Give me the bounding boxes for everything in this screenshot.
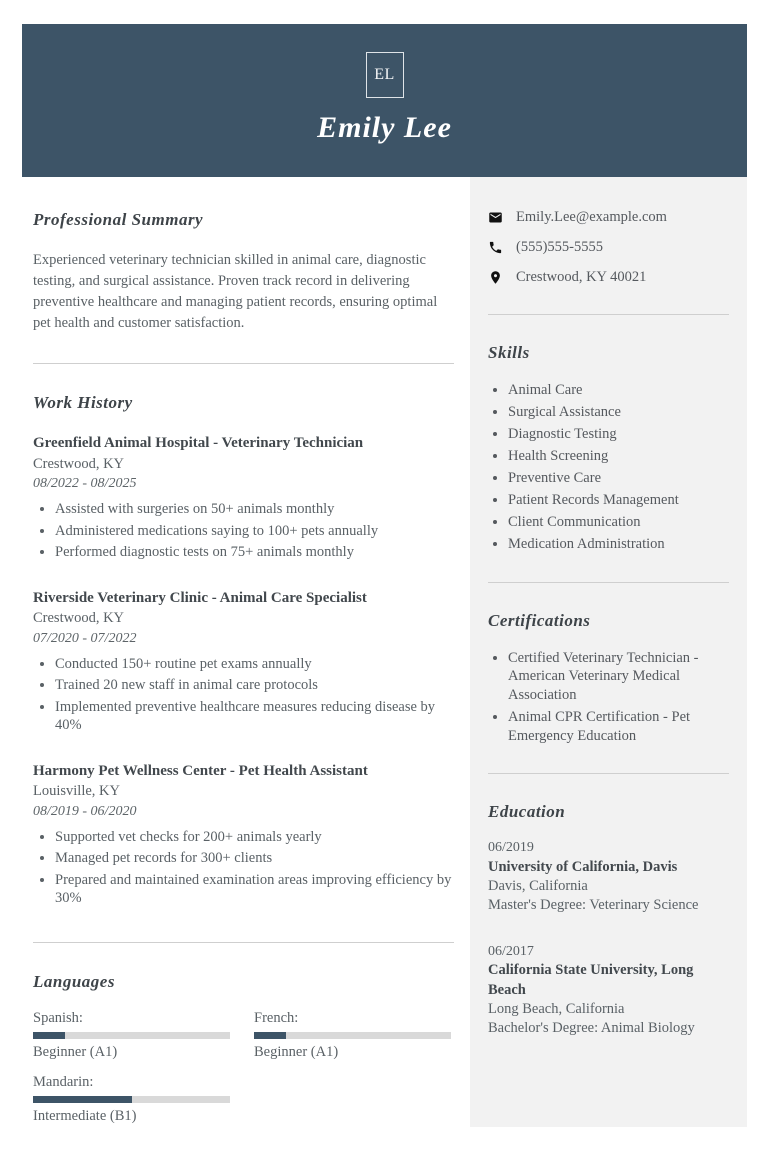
email-icon	[488, 210, 503, 225]
contact-email: Emily.Lee@example.com	[516, 209, 667, 225]
certification-item: • Certified Veterinary Technician - American Veterinary Medical Association	[508, 649, 729, 705]
monogram-initials: EL	[374, 66, 395, 83]
main-columns	[22, 177, 747, 1127]
left-column	[22, 177, 470, 1127]
person-name: Emily Lee	[317, 111, 452, 144]
job-bullet: • Conducted 150+ routine pet exams annually	[55, 655, 454, 673]
job-bullet: • Trained 20 new staff in animal care protocols	[55, 676, 454, 694]
job-dates: 07/2020 - 07/2022	[33, 630, 137, 646]
language-name: Spanish:	[33, 1009, 83, 1026]
job-title: Harmony Pet Wellness Center - Pet Health Assistant	[33, 762, 368, 779]
skill-item: • Preventive Care	[508, 469, 729, 488]
education-location: Davis, California	[488, 877, 588, 894]
job-bullet: • Managed pet records for 300+ clients	[55, 849, 454, 867]
job-bullet-list	[33, 500, 454, 561]
education-degree: Master's Degree: Veterinary Science	[488, 896, 699, 913]
languages-grid	[33, 1010, 454, 1125]
divider	[33, 363, 454, 364]
certification-item: • Animal CPR Certification - Pet Emergency Education	[508, 708, 729, 745]
divider	[33, 942, 454, 943]
education-date: 06/2019	[488, 840, 534, 856]
job-location: Crestwood, KY	[33, 610, 125, 627]
language-name: Mandarin:	[33, 1073, 94, 1090]
language-item	[254, 1010, 451, 1061]
phone-icon	[488, 240, 503, 255]
job-dates: 08/2019 - 06/2020	[33, 803, 137, 819]
job-dates: 08/2022 - 08/2025	[33, 475, 137, 491]
skill-item: • Surgical Assistance	[508, 403, 729, 422]
education-heading: Education	[488, 802, 566, 822]
education-date: 06/2017	[488, 943, 534, 959]
skill-item: • Health Screening	[508, 447, 729, 466]
job-bullet: • Performed diagnostic tests on 75+ animals monthly	[55, 543, 454, 561]
education-school: University of California, Davis	[488, 858, 678, 875]
job-title: Greenfield Animal Hospital - Veterinary Technician	[33, 435, 364, 452]
education-location: Long Beach, California	[488, 1000, 625, 1017]
location-pin-icon	[488, 270, 503, 285]
job-bullet: • Supported vet checks for 200+ animals yearly	[55, 828, 454, 846]
header-banner	[22, 24, 747, 177]
contact-address-row	[488, 269, 729, 286]
skill-item: • Client Communication	[508, 513, 729, 532]
education-entry	[488, 943, 729, 1038]
job-entry	[33, 762, 454, 908]
language-item	[33, 1074, 230, 1125]
education-entry	[488, 839, 729, 915]
job-bullet: • Prepared and maintained examination areas improving efficiency by 30%	[55, 871, 454, 908]
skills-heading: Skills	[488, 343, 530, 362]
job-bullet: • Administered medications saying to 100+ pets annually	[55, 522, 454, 540]
language-progress-track	[254, 1032, 451, 1039]
job-location: Louisville, KY	[33, 783, 120, 800]
languages-heading: Languages	[33, 971, 115, 991]
education-degree: Bachelor's Degree: Animal Biology	[488, 1019, 695, 1036]
language-progress-fill	[33, 1096, 132, 1103]
contact-email-row	[488, 209, 729, 226]
summary-text: Experienced veterinary technician skilled in animal care, diagnostic testing, and surgical assistance. Proven track record in delivering preventive healthcare and managing patient records, ensuring optimal pet health and customer satisfaction.	[33, 252, 438, 332]
language-item	[33, 1010, 230, 1061]
skill-item: • Patient Records Management	[508, 491, 729, 510]
job-location: Crestwood, KY	[33, 455, 125, 472]
skill-item: • Animal Care	[508, 381, 729, 400]
job-bullet: • Implemented preventive healthcare measures reducing disease by 40%	[55, 698, 454, 735]
language-name: French:	[254, 1009, 299, 1026]
language-level: Beginner (A1)	[254, 1043, 339, 1060]
divider	[488, 582, 729, 583]
language-progress-track	[33, 1032, 230, 1039]
divider	[488, 773, 729, 774]
monogram-badge	[366, 52, 404, 98]
contact-phone-row	[488, 239, 729, 256]
language-progress-track	[33, 1096, 230, 1103]
job-entry	[33, 589, 454, 735]
language-progress-fill	[254, 1032, 286, 1039]
skill-item: • Diagnostic Testing	[508, 425, 729, 444]
language-level: Intermediate (B1)	[33, 1107, 137, 1124]
job-entry	[33, 434, 454, 562]
job-bullet-list	[33, 655, 454, 735]
certifications-list	[488, 649, 729, 745]
work-history-heading: Work History	[33, 393, 133, 413]
skill-item: • Medication Administration	[508, 535, 729, 554]
certifications-heading: Certifications	[488, 610, 591, 630]
language-level: Beginner (A1)	[33, 1043, 118, 1060]
contact-address: Crestwood, KY 40021	[516, 269, 647, 285]
right-column	[470, 177, 747, 1127]
summary-heading: Professional Summary	[33, 210, 204, 229]
job-bullet: • Assisted with surgeries on 50+ animals monthly	[55, 500, 454, 518]
language-progress-fill	[33, 1032, 65, 1039]
job-bullet-list	[33, 828, 454, 908]
contact-phone: (555)555-5555	[516, 239, 603, 255]
skills-list	[488, 381, 729, 554]
education-school: California State University, Long Beach	[488, 962, 694, 998]
job-title: Riverside Veterinary Clinic - Animal Care Specialist	[33, 589, 367, 606]
divider	[488, 314, 729, 315]
